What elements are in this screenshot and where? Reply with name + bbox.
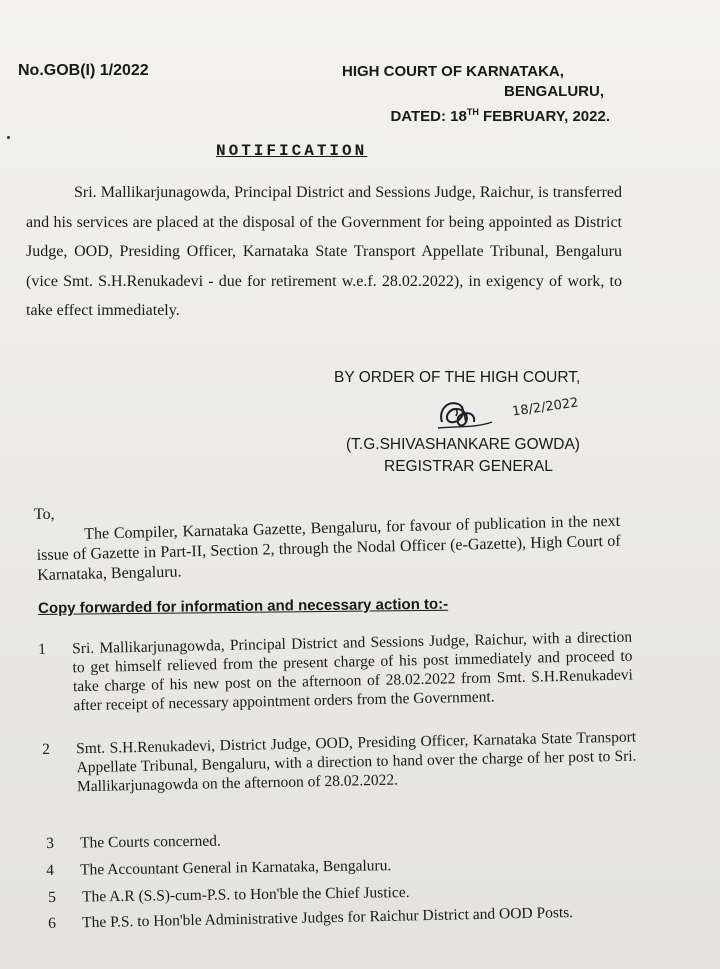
dated-suffix: FEBRUARY, 2022. — [478, 108, 610, 125]
punch-dot — [7, 136, 10, 139]
copy-item-text: The A.R (S.S)-cum-P.S. to Hon'ble the Chief Justice. — [82, 883, 410, 906]
dated-prefix: DATED: 18 — [390, 108, 467, 125]
by-order-line: BY ORDER OF THE HIGH COURT, — [334, 369, 581, 386]
court-name: HIGH COURT OF KARNATAKA, — [342, 63, 564, 80]
signer-block — [346, 434, 580, 478]
copy-item-text: Smt. S.H.Renukadevi, District Judge, OOD, Presiding Officer, Karnataka State Transport Appellate Tribunal, Bengaluru, with a direction to hand over the charge of her post to Sri. Mallikarjunagowda on the afternoon of 28.02.2022. — [76, 728, 637, 796]
copy-item-number: 2 — [42, 740, 51, 758]
dated-line — [340, 102, 610, 127]
copy-item-text: Sri. Mallikarjunagowda, Principal District and Sessions Judge, Raichur, with a direction to get himself relieved from the present charge of his post immediately and proceed to take charge of his new post on the afternoon of 28.02.2022 from Smt. S.H.Renukadevi after receipt of necessary appointment orders from the Government. — [72, 628, 634, 715]
notification-heading: NOTIFICATION — [216, 142, 368, 160]
copy-item-number: 4 — [46, 861, 55, 879]
court-header — [340, 62, 610, 127]
copy-item-number: 5 — [48, 888, 57, 906]
recipient-text: The Compiler, Karnataka Gazette, Bengaluru, for favour of publication in the next issue of Gazette in Part-II, Section 2, through the Nodal Officer (e-Gazette), High Court of Karnataka, Bengaluru. — [36, 512, 621, 584]
court-city: BENGALURU, — [504, 83, 604, 100]
copy-item-text: The Courts concerned. — [80, 832, 221, 852]
signer-name: (T.G.SHIVASHANKARE GOWDA) — [346, 436, 580, 453]
to-label: To, — [34, 506, 55, 523]
signature-date: 18/2/2022 — [511, 395, 580, 420]
notification-body: Sri. Mallikarjunagowda, Principal District and Sessions Judge, Raichur, is transferred and his services are placed at the disposal of the Government for being appointed as District Judge, OOD, Presiding Officer, Karnataka State Transport Appellate Tribunal, Bengaluru (vice Smt. S.H.Renukadevi - due for retirement w.e.f. 28.02.2022), in exigency of work, to take effect immediately. — [26, 184, 622, 319]
copy-item-text: The Accountant General in Karnataka, Bengaluru. — [80, 857, 392, 879]
copy-item-number: 1 — [38, 640, 47, 658]
copy-item-number: 3 — [46, 834, 55, 852]
copy-item-text: The P.S. to Hon'ble Administrative Judges for Raichur District and OOD Posts. — [82, 904, 574, 932]
copy-item-number: 6 — [48, 914, 57, 932]
signer-designation: REGISTRAR GENERAL — [384, 458, 553, 475]
reference-number: No.GOB(I) 1/2022 — [18, 62, 149, 79]
signature-scribble — [436, 392, 516, 436]
copy-forwarded-heading: Copy forwarded for information and necessary action to:- — [38, 595, 449, 617]
dated-ordinal: TH — [466, 107, 479, 117]
